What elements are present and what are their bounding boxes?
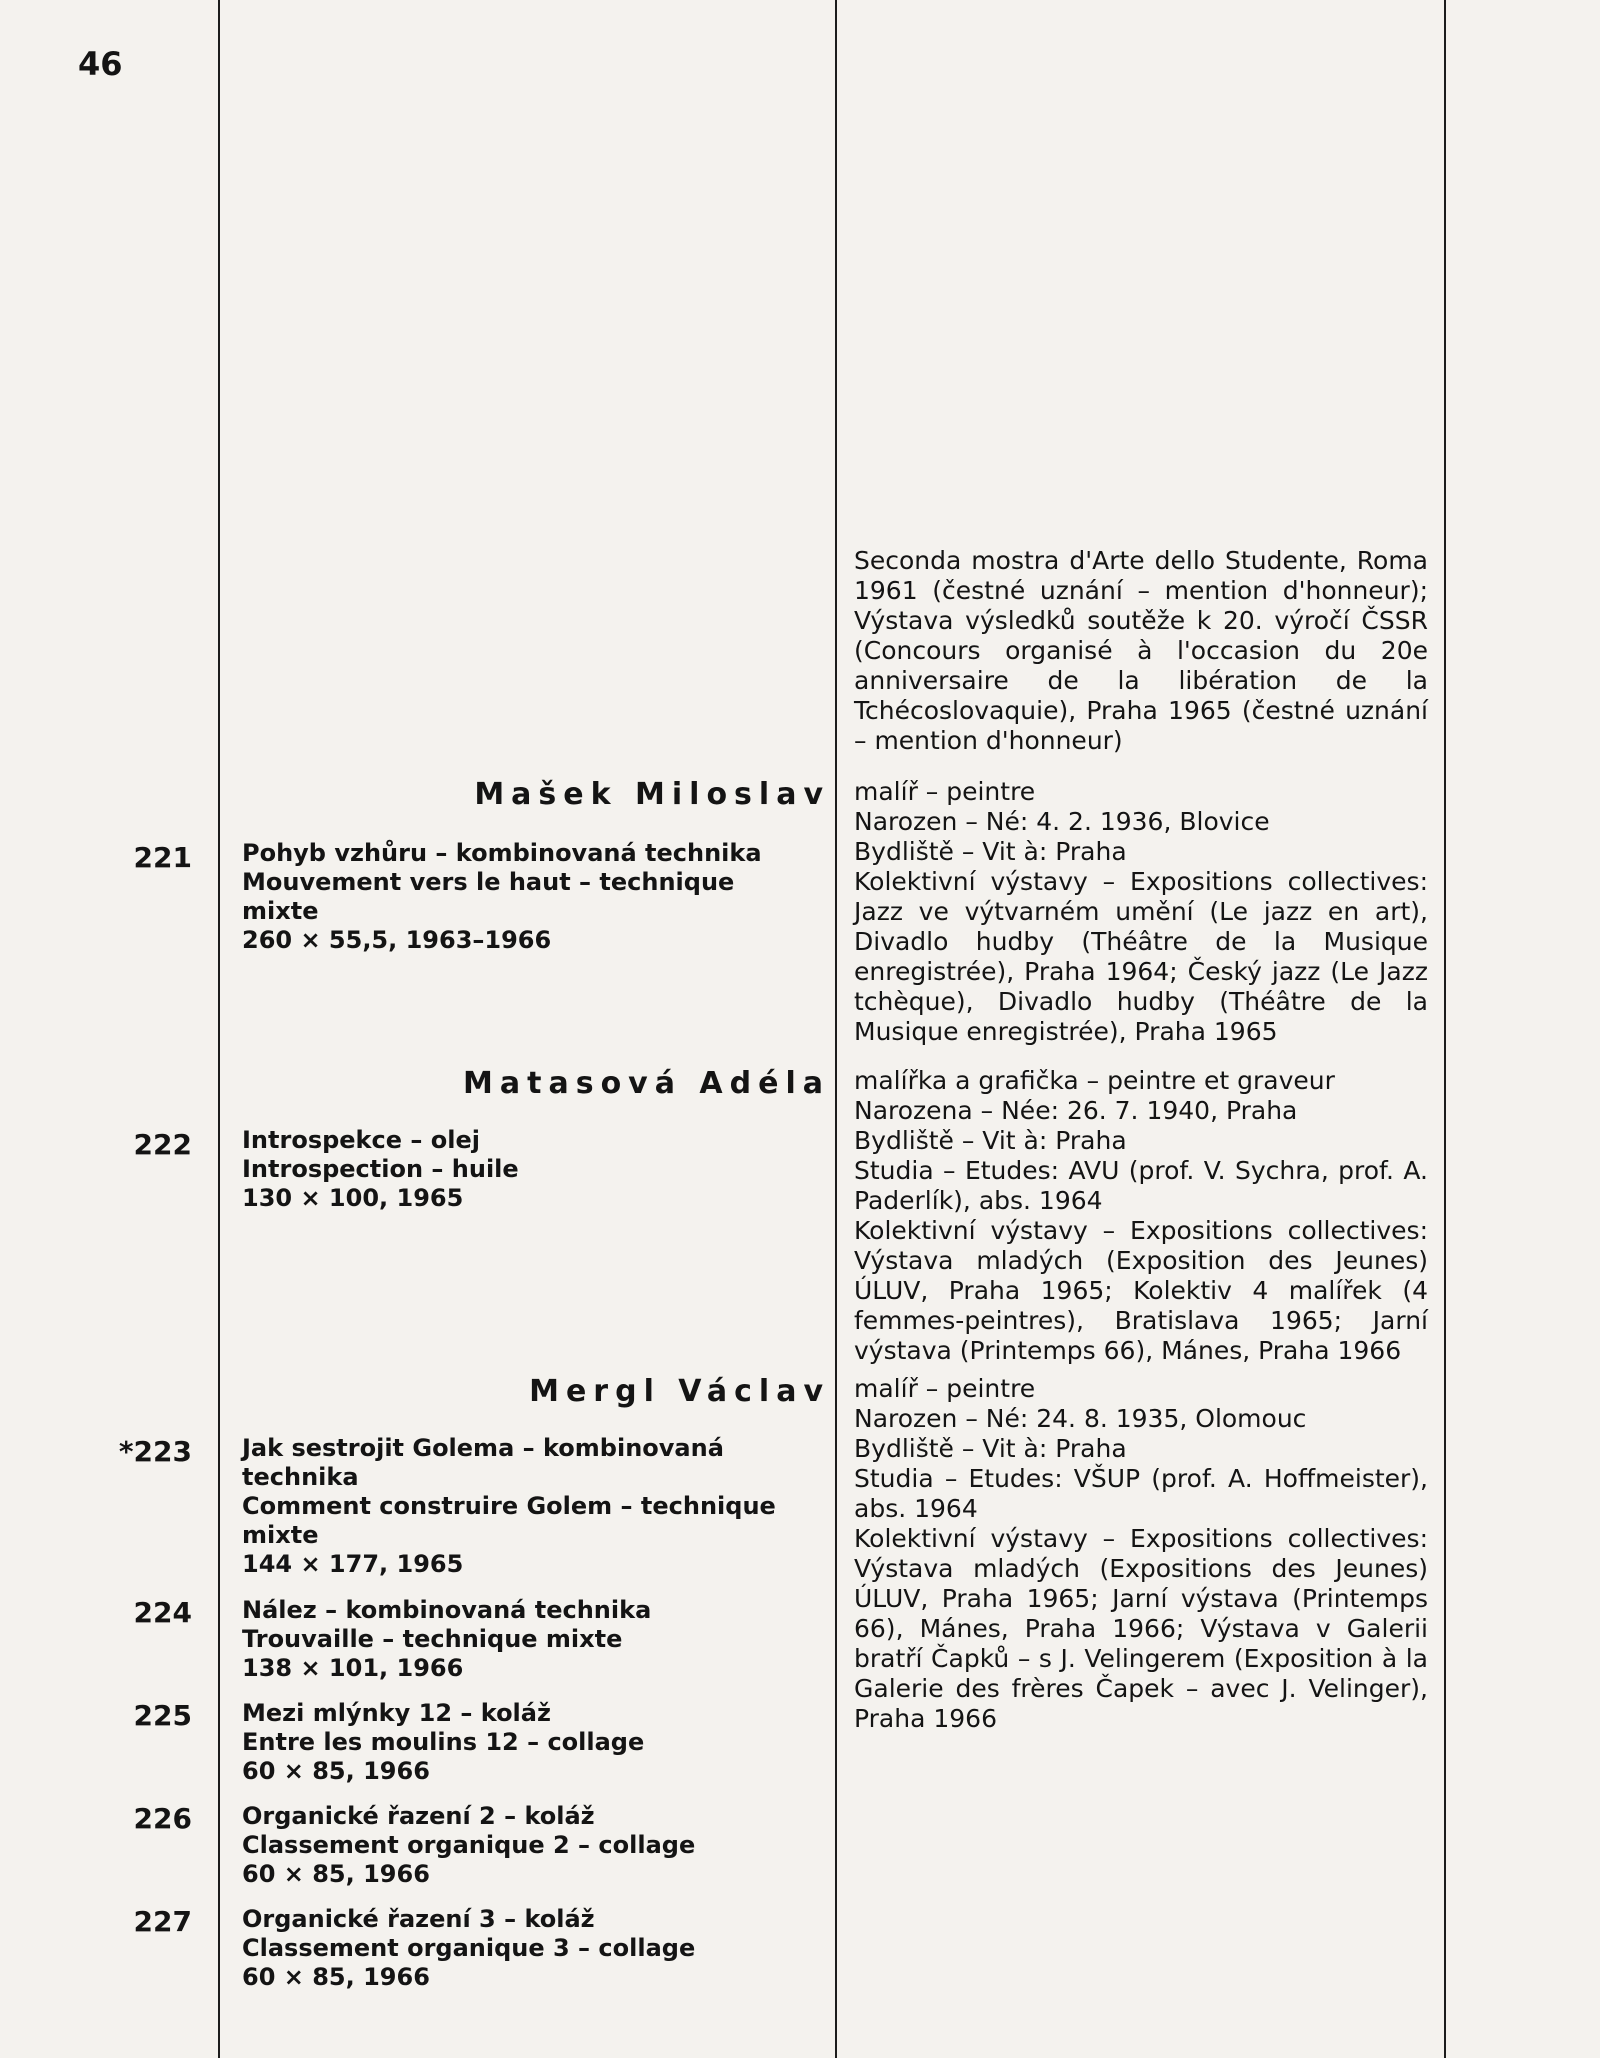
bio-line: Studia – Etudes: AVU (prof. V. Sychra, prof. A. Paderlík), abs. 1964 (854, 1156, 1428, 1215)
work-entry (242, 1905, 817, 1992)
bio-line: malíř – peintre (854, 777, 1036, 806)
work-entry (242, 1699, 817, 1786)
work-title-french: Classement organique 2 – collage (242, 1831, 696, 1859)
work-title-french: Introspection – huile (242, 1155, 519, 1183)
work-title-czech: Pohyb vzhůru – kombinovaná technika (242, 839, 762, 867)
work-number: 224 (133, 1596, 192, 1629)
work-title-czech: Mezi mlýnky 12 – koláž (242, 1699, 551, 1727)
bio-line: Bydliště – Vit à: Praha (854, 837, 1127, 866)
work-number: 225 (133, 1699, 192, 1732)
work-dimensions: 60 × 85, 1966 (242, 1757, 430, 1785)
bio-line: malíř – peintre (854, 1374, 1036, 1403)
work-number: *223 (118, 1435, 192, 1468)
continued-text: Seconda mostra d'Arte dello Studente, Roma 1961 (čestné uznání – mention d'honneur); Výstava výsledků soutěže k 20. výročí ČSSR (Concours organisé à l'occasion du 20e anniversaire de la libération de la Tchécoslovaquie), Praha 1965 (čestné uznání – mention d'honneur) (854, 546, 1428, 755)
artist-name: Matasová Adéla (463, 1066, 830, 1101)
work-title-czech: Introspekce – olej (242, 1126, 480, 1154)
work-entry (242, 1434, 817, 1579)
work-title-czech: Nález – kombinovaná technika (242, 1596, 652, 1624)
work-title-french: Entre les moulins 12 – collage (242, 1728, 645, 1756)
artist-bio (854, 1066, 1428, 1366)
work-entry (242, 839, 817, 955)
artist-name: Mašek Miloslav (474, 777, 830, 812)
bio-line: Narozen – Né: 24. 8. 1935, Olomouc (854, 1404, 1307, 1433)
work-dimensions: 130 × 100, 1965 (242, 1184, 464, 1212)
column-divider-right (1444, 0, 1446, 2058)
artist-name: Mergl Václav (529, 1374, 830, 1409)
bio-line: Kolektivní výstavy – Expositions collectives: Jazz ve výtvarném umění (Le jazz en art), Divadlo hudby (Théâtre de la Musique enregistrée), Praha 1964; Český jazz (Le Jazz tchèque), Divadlo hudby (Théâtre de la Musique enregistrée), Praha 1965 (854, 867, 1428, 1046)
work-number: 222 (133, 1128, 192, 1161)
work-number: 227 (133, 1905, 192, 1938)
work-title-czech: Jak sestrojit Golema – kombinovaná technika (242, 1434, 724, 1491)
bio-line: Kolektivní výstavy – Expositions collectives: Výstava mladých (Exposition des Jeunes) ÚLUV, Praha 1965; Kolektiv 4 malířek (4 femmes-peintres), Bratislava 1965; Jarní výstava (Printemps 66), Mánes, Praha 1966 (854, 1216, 1428, 1365)
work-number: 221 (133, 841, 192, 874)
bio-line: Bydliště – Vit à: Praha (854, 1434, 1127, 1463)
bio-line: malířka a grafička – peintre et graveur (854, 1066, 1335, 1095)
artist-bio (854, 1374, 1428, 1734)
bio-line: Narozena – Née: 26. 7. 1940, Praha (854, 1096, 1298, 1125)
work-dimensions: 60 × 85, 1966 (242, 1860, 430, 1888)
work-title-czech: Organické řazení 2 – koláž (242, 1802, 595, 1830)
bio-line: Studia – Etudes: VŠUP (prof. A. Hoffmeister), abs. 1964 (854, 1464, 1428, 1523)
work-title-french: Comment construire Golem – technique mixte (242, 1492, 776, 1549)
column-divider-middle (835, 0, 837, 2058)
work-title-french: Trouvaille – technique mixte (242, 1625, 623, 1653)
artist-bio (854, 777, 1428, 1047)
work-dimensions: 260 × 55,5, 1963–1966 (242, 926, 552, 954)
work-entry (242, 1126, 817, 1213)
bio-line: Narozen – Né: 4. 2. 1936, Blovice (854, 807, 1270, 836)
work-title-french: Mouvement vers le haut – technique mixte (242, 868, 735, 925)
bio-line: Bydliště – Vit à: Praha (854, 1126, 1127, 1155)
column-divider-left (218, 0, 220, 2058)
work-entry (242, 1596, 817, 1683)
work-title-french: Classement organique 3 – collage (242, 1934, 696, 1962)
page-number: 46 (78, 45, 123, 83)
work-dimensions: 144 × 177, 1965 (242, 1550, 464, 1578)
bio-line: Kolektivní výstavy – Expositions collectives: Výstava mladých (Expositions des Jeunes) ÚLUV, Praha 1965; Jarní výstava (Printemps 66), Mánes, Praha 1966; Výstava v Galerii bratří Čapků – s J. Velingerem (Exposition à la Galerie des frères Čapek – avec J. Velinger), Praha 1966 (854, 1524, 1428, 1733)
work-number: 226 (133, 1802, 192, 1835)
work-title-czech: Organické řazení 3 – koláž (242, 1905, 595, 1933)
work-entry (242, 1802, 817, 1889)
work-dimensions: 138 × 101, 1966 (242, 1654, 464, 1682)
work-dimensions: 60 × 85, 1966 (242, 1963, 430, 1991)
